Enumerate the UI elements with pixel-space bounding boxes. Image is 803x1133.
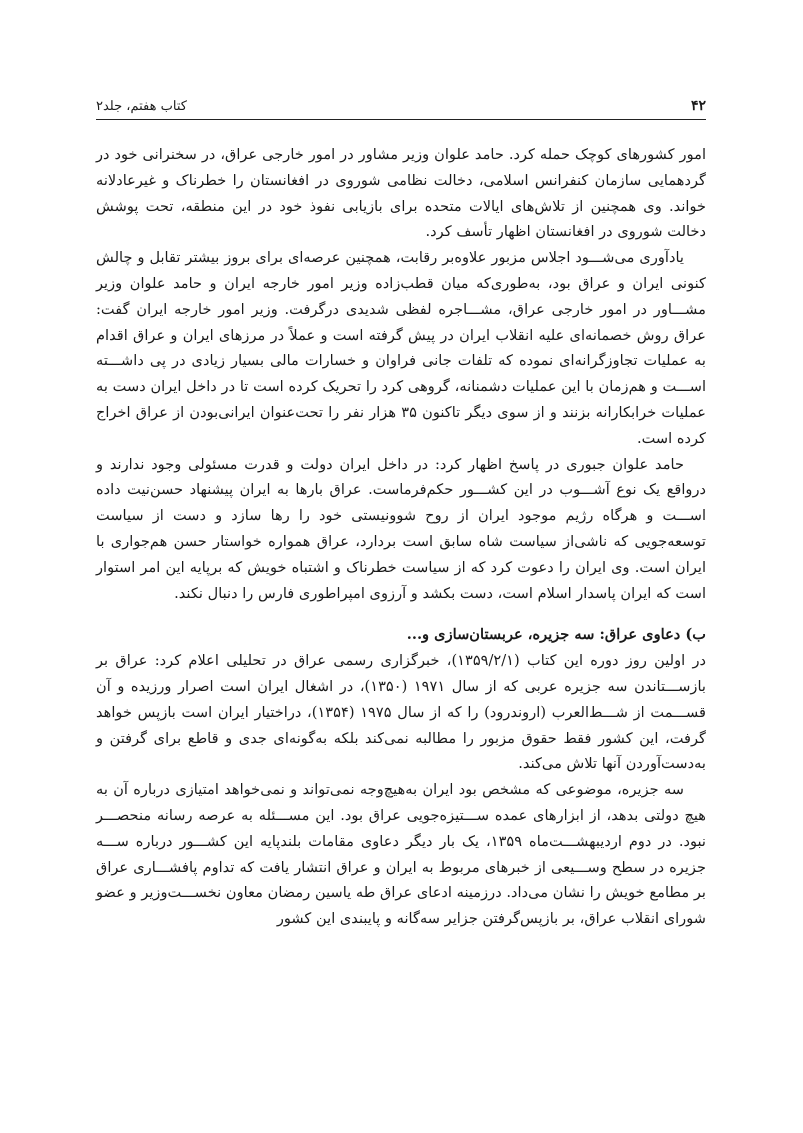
running-header xyxy=(96,86,706,114)
section-heading: ب) دعاوی عراق: سه جزیره، عربستان‌سازی و... xyxy=(406,626,706,644)
paragraph-2: یادآوری می‌شـــود اجلاس مزبور علاوه‌بر رقابت، همچنین عرصه‌ای برای بروز بیشتر تقابل و چالش کنونی ایران و عراق بود، به‌طوری‌که میان قطب‌زاده وزیر امور خارجه ایران و حامد علوان وزیر مشـــاور در امور خارجی عراق، مشـــاجره لفظی شدیدی درگرفت. وزیر امور خارجه ایران گفت: عراق روش خصمانه‌ای علیه انقلاب ایران در پیش گرفته است و عملاً در مرزهای ایران و عراق اقدام به عملیات تجاوزگرانه‌ای نموده که تلفات جانی فراوان و خسارات مالی بسیار زیادی در پی داشـــته اســـت و هم‌زمان با این عملیات دشمنانه، گروهی کرد را تحریک کرده است تا در داخل ایران دست به عملیات خرابکارانه بزنند و از سوی دیگر تاکنون ۳۵ هزار نفر را تحت‌عنوان ایرانی‌بودن از عراق اخراج کرده است. xyxy=(96,249,707,447)
book-title: کتاب هفتم، جلد۲ xyxy=(96,99,187,114)
paragraph-4: در اولین روز دوره این کتاب (۱۳۵۹/۲/۱)، خبرگزاری رسمی عراق در تحلیلی اعلام کرد: عراق بر بازســـتاندن سه جزیره عربی که از سال ۱۹۷۱ (۱۳۵۰)، در اشغال ایران است اصرار ورزیده و آن قســـمت از شـــط‌العرب (اروندرود) را که از سال ۱۹۷۵ (۱۳۵۴)، دراختیار ایران است بازپس خواهد گرفت، این کشور فقط حقوق مزبور را مطالبه نمی‌کند بلکه به‌گونه‌ای جدی و قاطع برای گرفتن و به‌دست‌آوردن آنها تلاش می‌کند. xyxy=(96,652,707,773)
header-divider xyxy=(96,119,706,120)
paragraph-1: امور کشورهای کوچک حمله کرد. حامد علوان وزیر مشاور در امور خارجی عراق، در سخنرانی خود در گردهمایی سازمان کنفرانس اسلامی، دخالت نظامی شوروی در افغانستان را خطرناک و غیرعادلانه خواند. وی همچنین از تلاش‌های ایالات متحده برای بازیابی نفوذ خود در این منطقه، تحت پوشش دخالت شوروی در افغانستان اظهار تأسف کرد. xyxy=(96,146,706,241)
page-number: ۴۲ xyxy=(690,98,706,114)
page-body xyxy=(96,142,706,932)
paragraph-3: حامد علوان جبوری در پاسخ اظهار کرد: در داخل ایران دولت و قدرت مسئولی وجود ندارند و درواقع یک نوع آشـــوب در این کشـــور حکم‌فرماست. عراق بارها به ایران پیشنهاد حسن‌نیت داده اســـت و هرگاه رژیم موجود ایران از روح شوونیستی خود را رها سازد و دست از سیاست توسعه‌جویی که ناشی‌از سیاست شاه سابق است بردارد، عراق همواره خواستار حسن هم‌جواری با ایران است. وی ایران را دعوت کرد که از سیاست خطرناک و اشتباه خویش که برپایه این امر استوار است که ایران پاسدار اسلام است، دست بکشد و آرزوی امپراطوری فارس را دنبال نکند. xyxy=(96,455,706,602)
paragraph-5: سه جزیره، موضوعی که مشخص بود ایران به‌هیچ‌وجه نمی‌تواند و نمی‌خواهد امتیازی درباره آن به هیچ دولتی بدهد، از ابزارهای عمده ســـتیزه‌جویی عراق بود. این مســـئله به عرصه رسانه منحصـــر نبود. در دوم اردیبهشـــت‌ماه ۱۳۵۹، یک بار دیگر دعاوی مقامات بلندپایه این کشـــور درباره ســـه جزیره در سطح وســـیعی از خبرهای مربوط به ایران و عراق انتشار یافت که تداوم پافشـــاری عراق بر مطامع خویش را نشان می‌داد. درزمینه ادعای عراق طه یاسین رمضان معاون نخســـت‌وزیر و عضو شورای انقلاب عراق، بر بازپس‌گرفتن جزایر سه‌گانه و پایبندی این کشور xyxy=(96,781,706,928)
book-page xyxy=(96,0,706,1133)
